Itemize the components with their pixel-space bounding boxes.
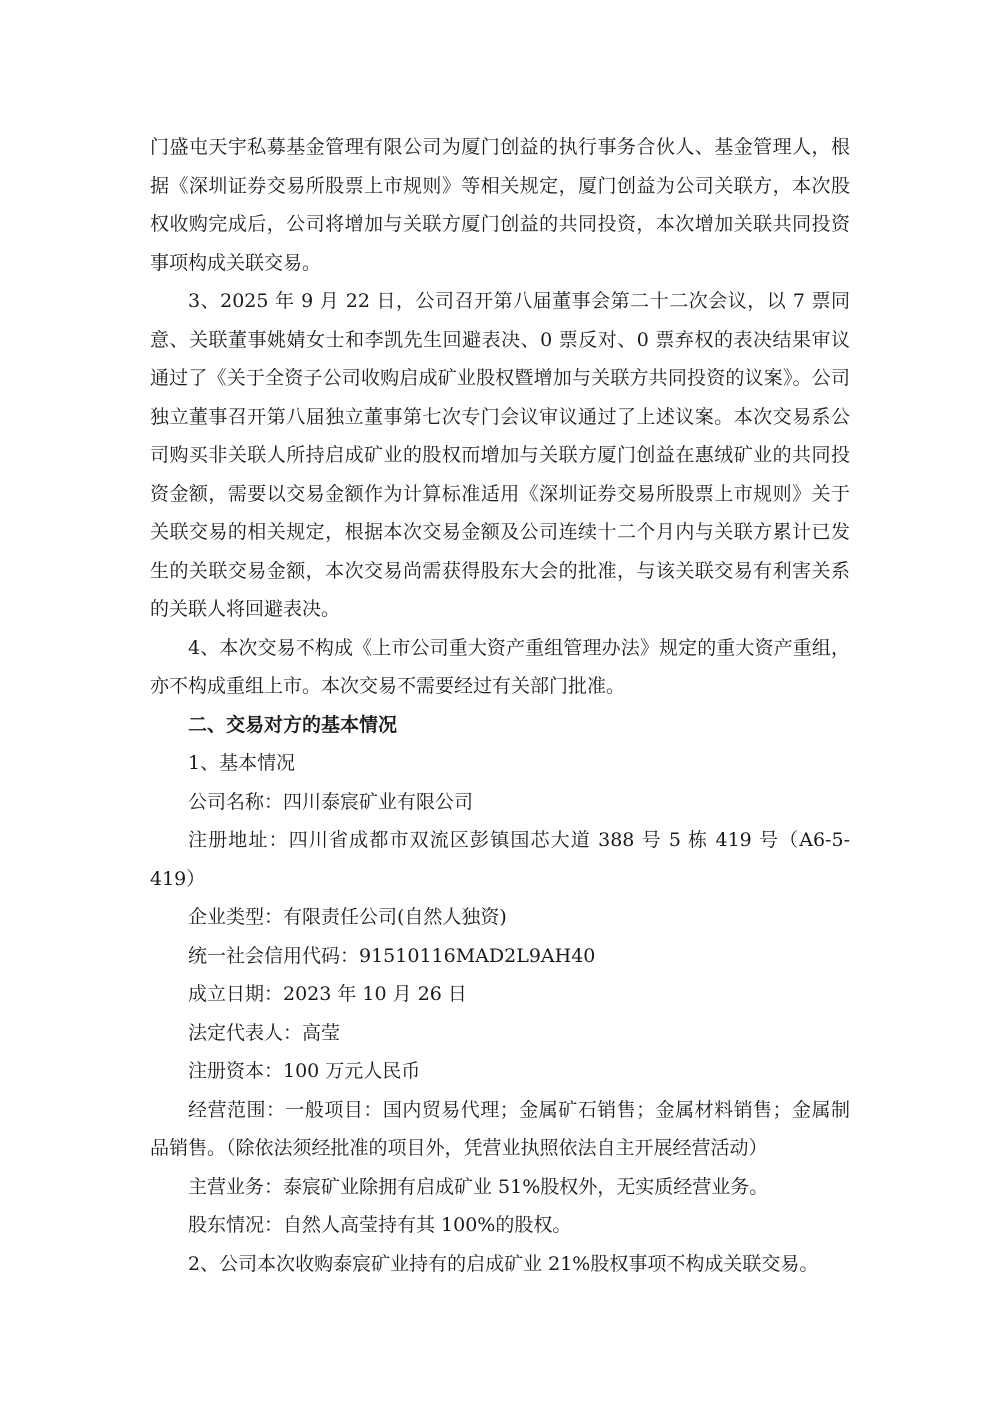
field-legal-representative: 法定代表人：高莹 [188, 1021, 341, 1044]
subheading-basic-info: 1、基本情况 [188, 752, 296, 774]
field-business-scope: 经营范围：一般项目：国内贸易代理；金属矿石销售；金属材料销售；金属制品销售。（除依法须经批准的项目外，凭营业执照依法自主开展经营活动） [150, 1098, 850, 1159]
field-enterprise-type: 企业类型：有限责任公司(自然人独资) [188, 906, 507, 928]
field-credit-code: 统一社会信用代码：91510116MAD2L9AH40 [188, 944, 596, 967]
field-company-name: 公司名称：四川泰宸矿业有限公司 [188, 790, 474, 813]
paragraph-not-related-transaction: 2、公司本次收购泰宸矿业持有的启成矿业 21%股权事项不构成关联交易。 [188, 1252, 819, 1275]
paragraph-board-approval: 3、2025 年 9 月 22 日，公司召开第八届董事会第二十二次会议，以 7 票同意、关联董事姚婧女士和李凯先生回避表决、0 票反对、0 票弃权的表决结果审议通过了《关于全资子公司收购启成矿业股权暨增加与关联方共同投资的议案》。公司独立董事召开第八届独立董事第七次专门会议审议通过了上述议案。本次交易系公司购买非关联人所持启成矿业的股权而增加与关联方厦门创益在惠绒矿业的共同投资金额，需要以交易金额作为计算标准适用《深圳证券交易所股票上市规则》关于关联交易的相关规定，根据本次交易金额及公司连续十二个月内与关联方累计已发生的关联交易金额，本次交易尚需获得股东大会的批准，与该关联交易有利害关系的关联人将回避表决。 [150, 290, 850, 620]
field-registered-address: 注册地址：四川省成都市双流区彭镇国芯大道 388 号 5 栋 419 号（A6-5-419） [150, 829, 850, 890]
section-heading-counterparty: 二、交易对方的基本情况 [188, 713, 398, 736]
paragraph-related-party-continuation: 门盛屯天宇私募基金管理有限公司为厦门创益的执行事务合伙人、基金管理人，根据《深圳证券交易所股票上市规则》等相关规定，厦门创益为公司关联方，本次股权收购完成后，公司将增加与关联方厦门创益的共同投资，本次增加关联共同投资事项构成关联交易。 [150, 136, 850, 274]
field-main-business: 主营业务：泰宸矿业除拥有启成矿业 51%股权外，无实质经营业务。 [188, 1175, 769, 1198]
field-registered-capital: 注册资本：100 万元人民币 [188, 1060, 421, 1082]
field-establishment-date: 成立日期：2023 年 10 月 26 日 [188, 983, 467, 1005]
field-shareholders: 股东情况：自然人高莹持有其 100%的股权。 [188, 1214, 572, 1236]
document-page [150, 128, 850, 1283]
paragraph-not-major-restructuring: 4、本次交易不构成《上市公司重大资产重组管理办法》规定的重大资产重组，亦不构成重组上市。本次交易不需要经过有关部门批准。 [150, 636, 850, 697]
